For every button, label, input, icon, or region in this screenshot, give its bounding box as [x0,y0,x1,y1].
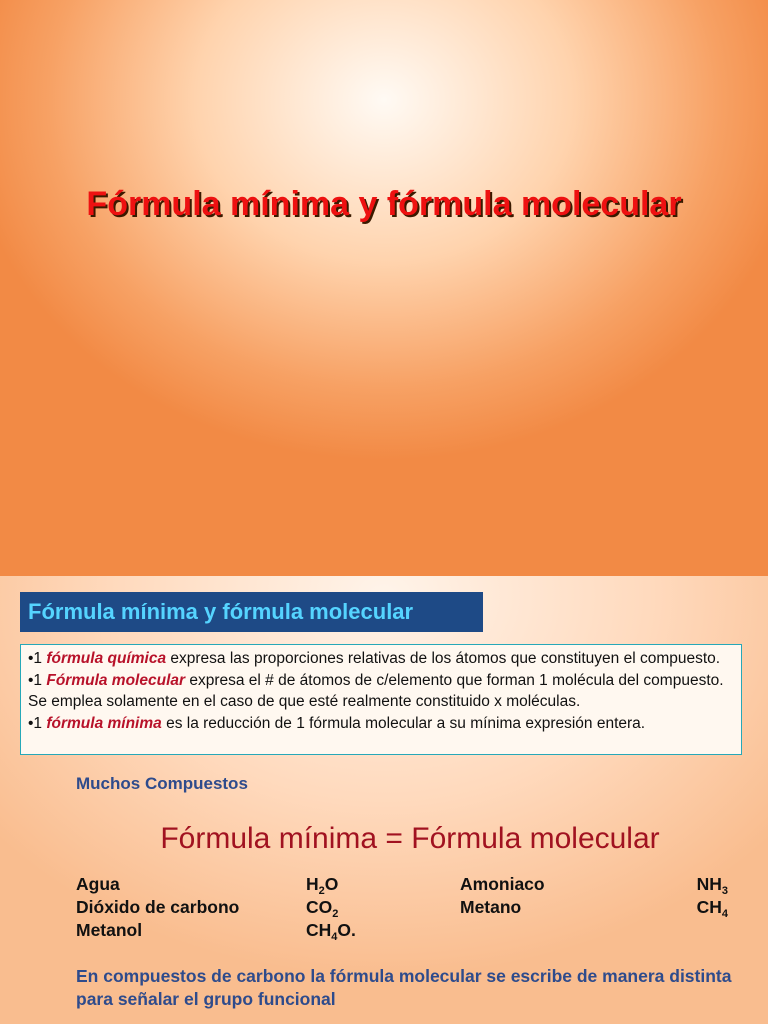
bullet: •1 [28,650,47,667]
slide-content [0,576,768,1024]
term-formula-minima: fórmula mínima [46,714,162,732]
compound-formula: $NH_3$ [696,874,728,897]
definition-text: expresa las proporciones relativas de los átomos que constituyen el compuesto. [166,650,721,667]
definition-formula-quimica [28,648,741,670]
compound-name: Metano [460,897,522,917]
compound-formula: $CH_4$ [696,897,728,920]
compound-formula: $H_2O$ [306,874,339,897]
definitions-box [20,644,742,755]
example-row [76,897,736,920]
example-row [76,874,736,897]
carbon-compounds-note: En compuestos de carbono la fórmula molecular se escribe de manera distinta para señalar el grupo funcional [76,966,732,1009]
equality-heading: Fórmula mínima = Fórmula molecular [160,822,660,855]
bullet: •1 [28,671,47,689]
definition-formula-molecular [28,670,741,713]
subheading: Muchos Compuestos [76,774,248,793]
definition-text: es la reducción de 1 fórmula molecular a su mínima expresión entera. [161,714,646,732]
compound-name: Dióxido de carbono [76,897,240,917]
definition-text: expresa el # de átomos de c/elemento que forman 1 molécula del compuesto. Se emplea solamente en el caso de que esté realmente constituido x moléculas. [28,671,724,710]
definition-formula-minima [28,713,741,735]
compound-name: Amoniaco [460,874,545,894]
slide1-title: Fórmula mínima y fórmula molecular [86,185,682,223]
compound-formula: $CO_2$ [306,897,339,920]
term-formula-molecular: Fórmula molecular [46,671,186,689]
compound-formula: $CH_4O$. [306,920,356,943]
term-formula-quimica: fórmula química [46,650,167,667]
example-row [76,920,736,943]
slide2-title: Fórmula mínima y fórmula molecular [28,599,414,624]
slide2-title-box [20,592,483,632]
compound-name: Agua [76,874,120,894]
bullet: •1 [28,714,47,732]
compound-name: Metanol [76,920,143,940]
examples-table [76,874,736,943]
